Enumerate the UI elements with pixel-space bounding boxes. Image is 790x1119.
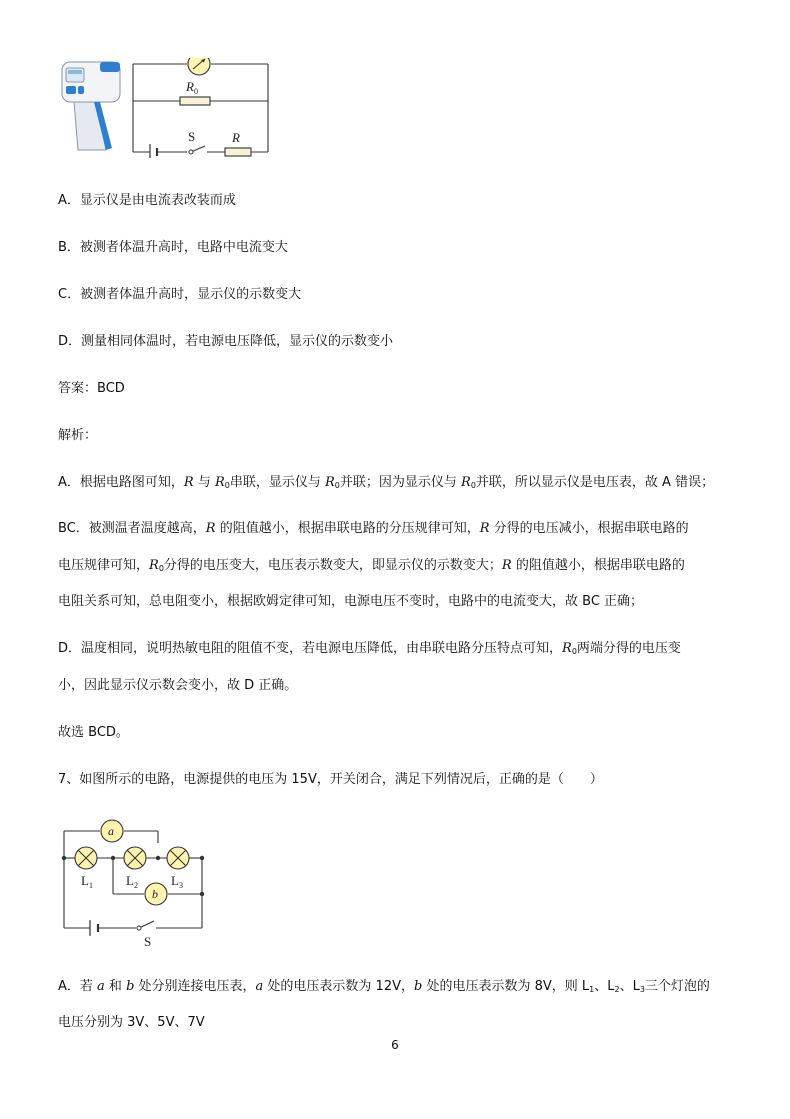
r0-label: $R_0$ [186,79,198,96]
explanation-d-line1: D．温度相同，说明热敏电阻的阻值不变，若电源电压降低，由串联电路分压特点可知，$R_0$两端分得的电压变 [58,641,681,656]
display-meter [188,58,210,75]
meter-a [101,820,123,842]
explanation-bc-line3: 电阻关系可知，总电阻变小，根据欧姆定律可知，电源电压不变时，电路中的电流变大，故 BC 正确； [58,594,644,609]
battery-symbol [90,920,98,936]
bulb-circuit-figure [58,815,208,950]
r-label: R [232,130,240,145]
switch-contact [189,150,193,154]
l1-label: $L_1$ [81,873,93,890]
thermometer-figure [60,58,275,158]
bulb-l1 [75,847,97,869]
fig1-circuit [133,64,268,152]
battery-symbol [150,144,157,158]
resistor-r [225,148,251,156]
junction-dot [200,892,204,896]
option-c: C．被测者体温升高时，显示仪的示数变大 [58,287,302,302]
l3-label: $L_3$ [171,873,183,890]
junction-dot [156,856,160,860]
option-a: A．显示仪是由电流表改装而成 [58,193,236,208]
analysis-title: 解析： [58,428,98,443]
conclusion: 故选 BCD。 [58,725,129,740]
question-7-option-a-line1: A．若 a 和 b 处分别连接电压表，a 处的电压表示数为 12V，b 处的电压表示数为 8V，则 $L_1$、$L_2$、$L_3$三个灯泡的 [58,979,710,994]
l2-label: $L_2$ [126,873,138,890]
svg-text:a: a [108,824,114,838]
junction-dot [62,856,66,860]
page-number: 6 [391,1038,399,1052]
explanation-a: A．根据电路图可知，R 与 $R_0$串联，显示仪与 $R_0$并联；因为显示仪与 $R_0$并联，所以显示仪是电压表，故 A 错误； [58,475,715,490]
junction-dot [200,856,204,860]
switch-label: S [188,129,196,144]
option-b: B．被测者体温升高时，电路中电流变大 [58,240,288,255]
question-7-option-a-line2: 电压分别为 3V、5V、7V [58,1015,205,1030]
meter-b [145,883,167,905]
infrared-thermometer-image [62,62,120,150]
question-7-stem: 7、如图所示的电路，电源提供的电压为 15V，开关闭合，满足下列情况后，正确的是（ ） [58,772,603,787]
explanation-d-line2: 小，因此显示仪示数会变小，故 D 正确。 [58,678,298,693]
switch-label: S [144,934,152,949]
svg-text:b: b [152,887,158,901]
answer: 答案：BCD [58,381,125,396]
switch-contact [137,926,141,930]
option-d: D．测量相同体温时，若电源电压降低，显示仪的示数变小 [58,334,394,349]
resistor-r0 [180,97,210,105]
explanation-bc-line2: 电压规律可知，$R_0$分得的电压变大，电压表示数变大，即显示仪的示数变大；R 的阻值越小，根据串联电路的 [58,558,685,573]
explanation-bc-line1: BC．被测温者温度越高，R 的阻值越小，根据串联电路的分压规律可知，R 分得的电压减小，根据串联电路的 [58,521,689,536]
bulb-l3 [167,847,189,869]
bulb-l2 [124,847,146,869]
junction-dot [111,856,115,860]
